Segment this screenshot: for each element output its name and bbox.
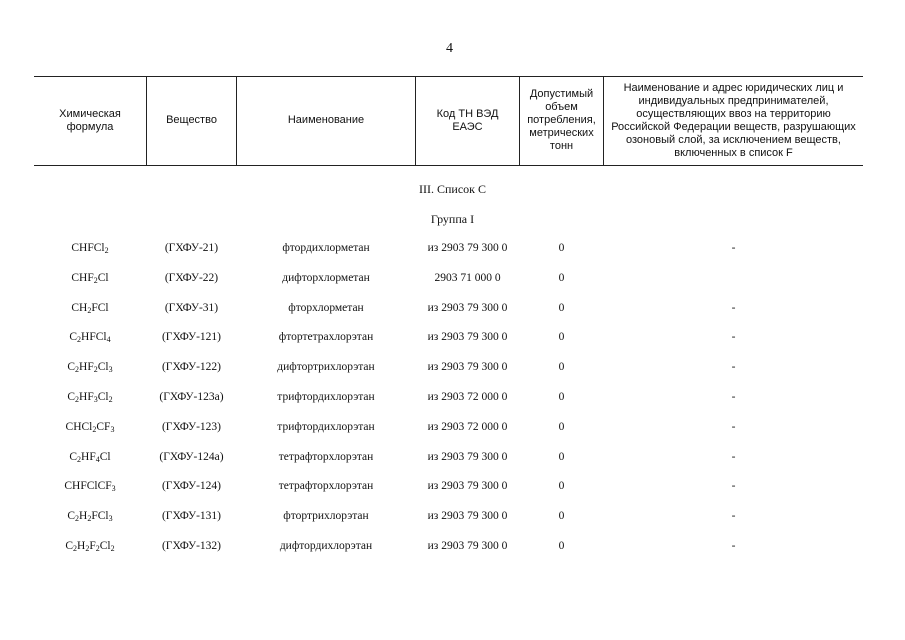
section-title: III. Список C <box>419 182 486 196</box>
cell-volume: 0 <box>558 540 565 552</box>
cell-substance: (ГХФУ-123a) <box>159 391 224 403</box>
cell-volume: 0 <box>558 420 565 433</box>
cell-name: трифтордихлорэтан <box>277 391 375 403</box>
cell-importer: - <box>731 361 736 374</box>
table-row <box>34 510 863 528</box>
cell-name: фтортетрахлорэтан <box>278 331 374 344</box>
cell-importer: - <box>731 540 736 552</box>
cell-name: дифторхлорметан <box>282 271 370 284</box>
cell-name: фтордихлорметан <box>282 242 370 254</box>
cell-substance: (ГХФУ-124a) <box>159 450 224 463</box>
header-importer: Наименование и адрес юридических лиц и индивидуальных предпринимателей, осуществляющих ввоз на территорию Российской Федерации веществ, разрушающих озоновый слой, за исключением веществ, включенных в список F <box>611 81 856 159</box>
cell-code: из 2903 79 300 0 <box>427 480 508 493</box>
cell-importer: - <box>731 301 736 314</box>
cell-importer: - <box>731 510 736 523</box>
cell-formula: $CHCl_2CF_3$ <box>65 420 115 434</box>
cell-volume: 0 <box>558 242 565 254</box>
cell-code: из 2903 79 300 0 <box>427 510 508 523</box>
header-code: Код ТН ВЭД ЕАЭС <box>436 107 499 133</box>
cell-substance: (ГХФУ-21) <box>164 242 219 254</box>
cell-code: из 2903 79 300 0 <box>427 242 508 254</box>
cell-name: дифтортрихлорэтан <box>277 361 375 374</box>
table-row <box>34 391 863 409</box>
cell-code: из 2903 79 300 0 <box>427 331 508 344</box>
table-row <box>34 242 863 260</box>
cell-formula: $CH_2FCl$ <box>71 301 109 315</box>
header-substance: Вещество <box>166 114 217 126</box>
cell-name: дифтордихлорэтан <box>279 540 373 552</box>
cell-code: из 2903 79 300 0 <box>427 301 508 314</box>
cell-substance: (ГХФУ-31) <box>164 301 219 314</box>
header-formula: Химическая формула <box>59 107 121 133</box>
cell-volume: 0 <box>558 271 565 284</box>
cell-importer: - <box>731 242 736 254</box>
header-name: Наименование <box>287 114 365 126</box>
cell-name: фторхлорметан <box>288 301 364 314</box>
page-number: 4 <box>446 41 453 56</box>
cell-substance: (ГХФУ-132) <box>161 540 222 552</box>
table-row <box>34 272 863 290</box>
table-row <box>34 480 863 498</box>
cell-importer: - <box>731 331 736 344</box>
cell-formula: CHFCl$_2$ <box>71 242 109 255</box>
cell-code: из 2903 79 300 0 <box>427 361 508 374</box>
cell-volume: 0 <box>558 301 565 314</box>
cell-code: из 2903 72 000 0 <box>427 391 508 403</box>
cell-importer: - <box>731 420 736 433</box>
header-bottom-border <box>34 165 863 166</box>
cell-formula: $C_2H_2F_2Cl_2$ <box>65 540 115 553</box>
cell-formula: $CHF_2Cl$ <box>71 271 109 285</box>
cell-name: тетрафторхлорэтан <box>278 480 374 493</box>
cell-formula: $C_2HF_2Cl_3$ <box>67 361 113 375</box>
cell-substance: (ГХФУ-123) <box>161 420 222 433</box>
cell-name: трифтордихлорэтан <box>277 420 375 433</box>
cell-code: 2903 71 000 0 <box>434 271 501 284</box>
table-row <box>34 540 863 558</box>
table-row <box>34 451 863 469</box>
cell-volume: 0 <box>558 480 565 493</box>
cell-importer: - <box>731 480 736 493</box>
table-row <box>34 361 863 379</box>
cell-volume: 0 <box>558 331 565 344</box>
cell-substance: (ГХФУ-122) <box>161 361 222 374</box>
cell-formula: $C_2HFCl_4$ <box>69 331 111 345</box>
cell-importer: - <box>731 450 736 463</box>
group-title: Группа I <box>430 212 475 226</box>
cell-name: фтортрихлорэтан <box>283 510 369 523</box>
cell-importer: - <box>731 391 736 403</box>
cell-volume: 0 <box>558 391 565 403</box>
cell-code: из 2903 79 300 0 <box>427 450 508 463</box>
cell-code: из 2903 79 300 0 <box>427 540 508 552</box>
cell-volume: 0 <box>558 361 565 374</box>
table-row <box>34 302 863 320</box>
table-row <box>34 331 863 349</box>
cell-volume: 0 <box>558 450 565 463</box>
cell-substance: (ГХФУ-124) <box>161 480 222 493</box>
cell-substance: (ГХФУ-131) <box>161 510 222 523</box>
cell-name: тетрафторхлорэтан <box>278 450 374 463</box>
cell-formula: $C_2HF_3Cl_2$ <box>67 391 113 404</box>
cell-formula: $C_2H_2FCl_3$ <box>67 510 113 524</box>
cell-formula: CHFClCF$_3$ <box>64 480 116 494</box>
cell-formula: $C_2HF_4Cl$ <box>69 450 111 464</box>
header-volume: Допустимый объем потребления, метрических тонн <box>527 88 596 152</box>
cell-substance: (ГХФУ-22) <box>164 271 219 284</box>
cell-volume: 0 <box>558 510 565 523</box>
cell-code: из 2903 72 000 0 <box>427 420 508 433</box>
cell-substance: (ГХФУ-121) <box>161 331 222 344</box>
table-row <box>34 421 863 439</box>
